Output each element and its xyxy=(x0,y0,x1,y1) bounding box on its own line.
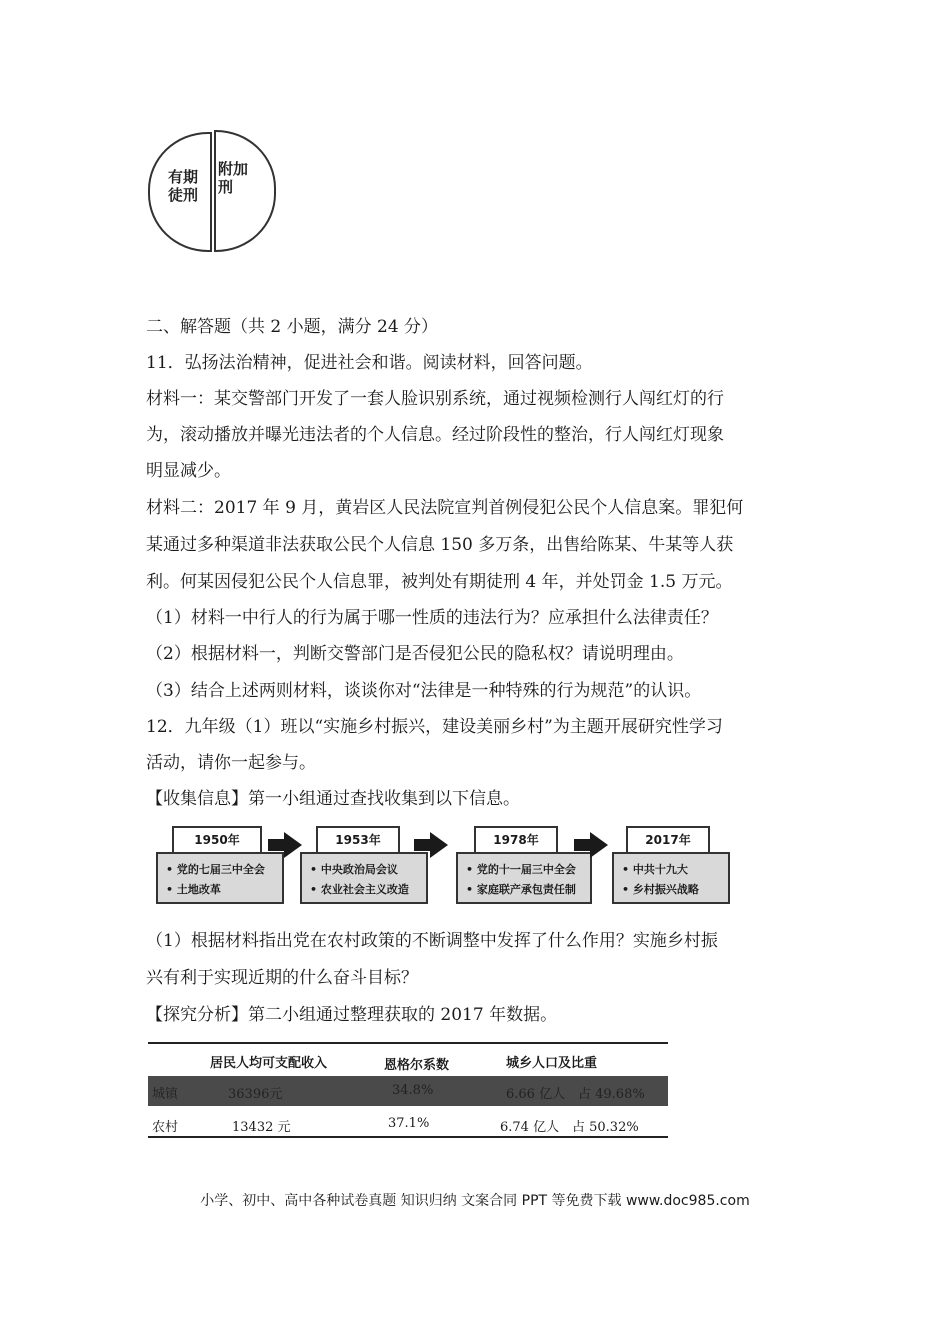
table-bottom-rule xyxy=(148,1136,668,1138)
q11-sub2: （2）根据材料一，判断交警部门是否侵犯公民的隐私权？请说明理由。 xyxy=(146,644,684,664)
row-rural-label: 农村 xyxy=(152,1120,179,1135)
page-footer: 小学、初中、高中各种试卷真题 知识归纳 文案合同 PPT 等免费下载 www.doc985.com xyxy=(200,1193,750,1209)
timeline-year-1950: 1950年 xyxy=(172,826,262,856)
timeline-card-1978 xyxy=(456,852,592,904)
q11-material2-line3: 利。何某因侵犯公民个人信息罪，被判处有期徒刑 4 年，并处罚金 1.5 万元。 xyxy=(146,572,733,592)
row-rural-population: 6.74 亿人 xyxy=(500,1120,560,1135)
income-data-table xyxy=(148,1042,668,1138)
row-urban-label: 城镇 xyxy=(152,1087,179,1102)
timeline-card-1950 xyxy=(156,852,284,904)
q12-sub1-line2: 兴有利于实现近期的什么奋斗目标？ xyxy=(146,968,418,988)
timeline-year-2017: 2017年 xyxy=(626,826,710,856)
sentence-diagram xyxy=(138,108,298,268)
timeline-year-1953: 1953年 xyxy=(316,826,400,856)
q11-material1-line3: 明显减少。 xyxy=(146,461,231,481)
q11-material2-line2: 某通过多种渠道非法获取公民个人信息 150 多万条，出售给陈某、牛某等人获 xyxy=(146,535,734,555)
timeline-year-1978: 1978年 xyxy=(474,826,558,856)
table-top-rule xyxy=(148,1042,668,1044)
timeline-1978-line2: • 家庭联产承包责任制 xyxy=(466,883,576,896)
row-rural-share: 占 50.32% xyxy=(572,1120,639,1135)
row-urban-share: 占 49.68% xyxy=(578,1087,645,1102)
diagram-right-label: 附加刑 xyxy=(218,160,249,196)
timeline-card-2017 xyxy=(612,852,730,904)
table-header-population: 城乡人口及比重 xyxy=(506,1056,598,1071)
section-title: 二、解答题（共 2 小题，满分 24 分） xyxy=(146,317,439,337)
timeline-card-1953 xyxy=(300,852,428,904)
timeline-2017-line1: • 中共十九大 xyxy=(622,863,688,876)
diagram-left-label: 有期徒刑 xyxy=(168,168,199,204)
q11-material1-line2: 为，滚动播放并曝光违法者的个人信息。经过阶段性的整治，行人闯红灯现象 xyxy=(146,425,724,445)
q11-stem: 11．弘扬法治精神，促进社会和谐。阅读材料，回答问题。 xyxy=(146,353,593,373)
q12-collect: 【收集信息】第一小组通过查找收集到以下信息。 xyxy=(146,789,520,809)
timeline-1978-line1: • 党的十一届三中全会 xyxy=(466,863,576,876)
q12-stem-line2: 活动，请你一起参与。 xyxy=(146,753,316,773)
q12-sub1-line1: （1）根据材料指出党在农村政策的不断调整中发挥了什么作用？实施乡村振 xyxy=(146,931,718,951)
row-rural-engel: 37.1% xyxy=(388,1116,430,1131)
timeline-1953-line1: • 中央政治局会议 xyxy=(310,863,398,876)
q11-sub1: （1）材料一中行人的行为属于哪一性质的违法行为？应承担什么法律责任？ xyxy=(146,608,718,628)
q11-material2-line1: 材料二：2017 年 9 月，黄岩区人民法院宣判首例侵犯公民个人信息案。罪犯何 xyxy=(146,498,744,518)
q11-material1-line1: 材料一：某交警部门开发了一套人脸识别系统，通过视频检测行人闯红灯的行 xyxy=(146,389,724,409)
row-urban-engel: 34.8% xyxy=(392,1083,434,1098)
table-header-engel: 恩格尔系数 xyxy=(384,1058,450,1073)
row-urban-income: 36396元 xyxy=(228,1087,283,1102)
row-urban-population: 6.66 亿人 xyxy=(506,1087,566,1102)
q11-sub3: （3）结合上述两则材料，谈谈你对“法律是一种特殊的行为规范”的认识。 xyxy=(146,681,702,701)
timeline-1950-line2: • 土地改革 xyxy=(166,883,221,896)
q12-explore: 【探究分析】第二小组通过整理获取的 2017 年数据。 xyxy=(146,1005,558,1025)
q12-stem-line1: 12．九年级（1）班以“实施乡村振兴，建设美丽乡村”为主题开展研究性学习 xyxy=(146,717,723,737)
timeline-1953-line2: • 农业社会主义改造 xyxy=(310,883,409,896)
timeline-1950-line1: • 党的七届三中全会 xyxy=(166,863,265,876)
timeline-2017-line2: • 乡村振兴战略 xyxy=(622,883,699,896)
policy-timeline xyxy=(150,824,810,914)
table-header-income: 居民人均可支配收入 xyxy=(210,1056,328,1071)
row-rural-income: 13432 元 xyxy=(232,1120,291,1135)
